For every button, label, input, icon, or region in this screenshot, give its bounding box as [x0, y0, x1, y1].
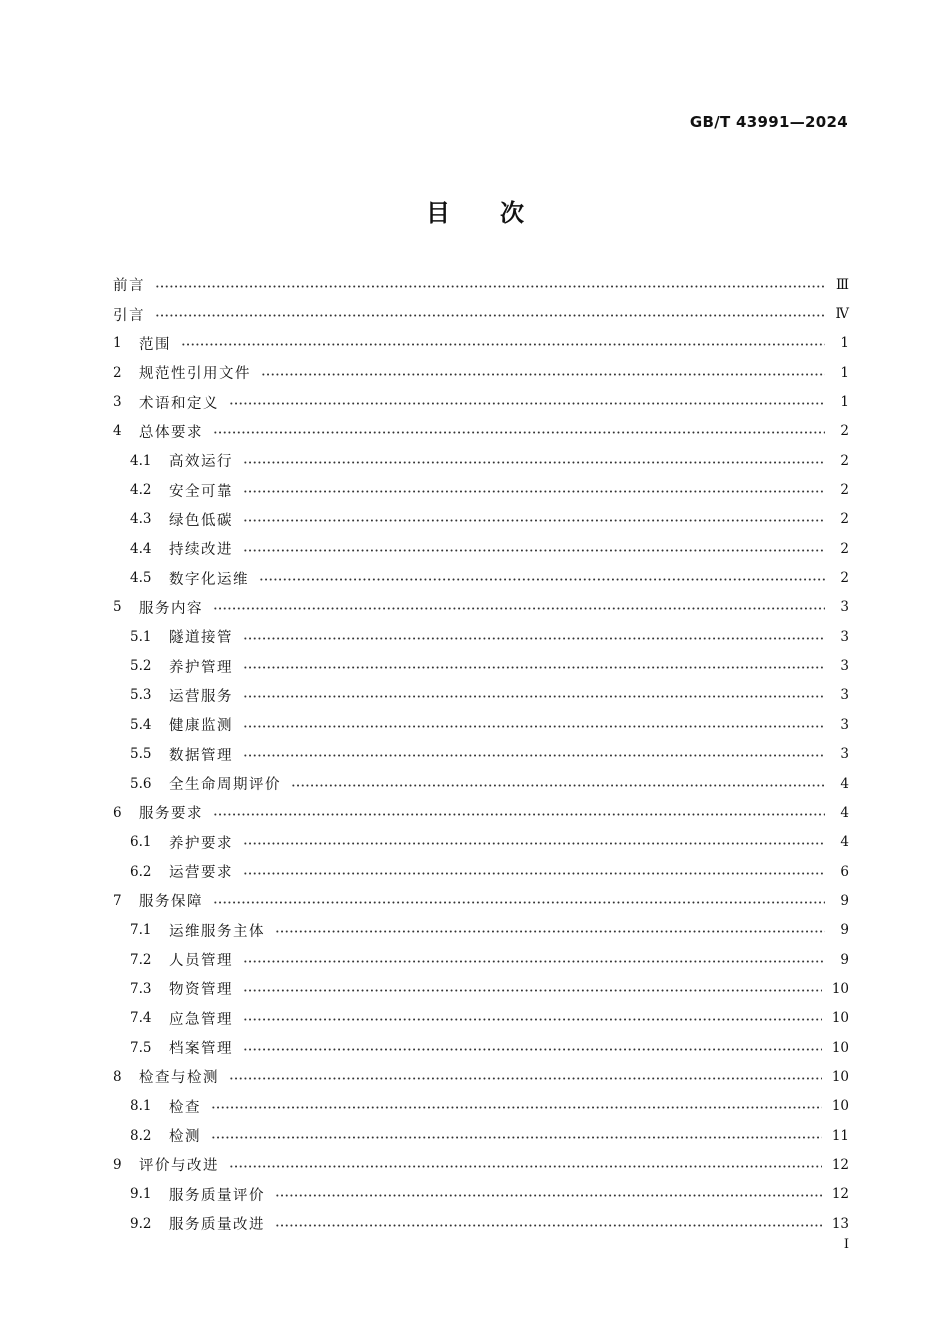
dot-leader: [291, 784, 825, 787]
toc-entry[interactable]: [113, 857, 849, 886]
toc-entry-label: 运营要求: [169, 865, 233, 882]
toc-entry[interactable]: [113, 299, 849, 328]
toc-entry-label: 评价与改进: [139, 1158, 219, 1175]
toc-entry-page: 9: [840, 892, 849, 909]
toc-entry-page: 3: [840, 599, 849, 616]
toc-entry-number: 7.4: [130, 1010, 152, 1027]
toc-entry-page: 2: [840, 452, 849, 469]
dot-leader: [243, 519, 825, 522]
toc-entry-number: 4.5: [130, 570, 152, 587]
toc-entry-label: 应急管理: [169, 1011, 233, 1028]
toc-entry-page: 12: [831, 1186, 849, 1203]
toc-entry-label: 运维服务主体: [169, 923, 265, 940]
toc-entry[interactable]: [113, 1092, 849, 1121]
toc-entry[interactable]: [113, 886, 849, 915]
toc-entry-page: 1: [840, 394, 849, 411]
toc-entry-number: 4.2: [130, 482, 152, 499]
dot-leader: [155, 314, 825, 317]
toc-entry-number: 7.5: [130, 1039, 152, 1056]
toc-entry[interactable]: [113, 387, 849, 416]
toc-entry[interactable]: [113, 593, 849, 622]
dot-leader: [229, 402, 825, 405]
toc-entry-page: 10: [831, 1068, 849, 1085]
toc-entry-label: 持续改进: [169, 542, 233, 559]
dot-leader: [243, 1018, 822, 1021]
toc-entry[interactable]: [113, 1004, 849, 1033]
toc-entry[interactable]: [113, 798, 849, 827]
toc-entry-number: 6: [113, 804, 122, 821]
dot-leader: [275, 1224, 822, 1227]
toc-entry-number: 6.2: [130, 863, 152, 880]
toc-entry-page: Ⅲ: [835, 276, 849, 293]
toc-entry-label: 引言: [113, 307, 145, 324]
toc-entry[interactable]: [113, 475, 849, 504]
toc-entry-page: 3: [840, 746, 849, 763]
toc-entry-label: 服务内容: [139, 600, 203, 617]
dot-leader: [211, 1106, 822, 1109]
toc-entry-number: 8.2: [130, 1127, 152, 1144]
toc-entry[interactable]: [113, 1150, 849, 1179]
dot-leader: [243, 637, 825, 640]
toc-entry-number: 1: [113, 335, 122, 352]
toc-entry[interactable]: [113, 740, 849, 769]
toc-entry-page: 10: [831, 1039, 849, 1056]
toc-entry[interactable]: [113, 446, 849, 475]
dot-leader: [243, 695, 825, 698]
toc-entry-label: 全生命周期评价: [169, 777, 281, 794]
dot-leader: [243, 989, 822, 992]
toc-entry-page: 2: [840, 511, 849, 528]
standard-number: GB/T 43991—2024: [689, 113, 848, 131]
toc-entry[interactable]: [113, 505, 849, 534]
toc-entry[interactable]: [113, 945, 849, 974]
dot-leader: [243, 754, 825, 757]
dot-leader: [243, 872, 825, 875]
toc-entry-page: 6: [840, 863, 849, 880]
toc-entry-number: 4: [113, 423, 122, 440]
toc-entry[interactable]: [113, 769, 849, 798]
toc-entry[interactable]: [113, 974, 849, 1003]
dot-leader: [243, 549, 825, 552]
toc-entry[interactable]: [113, 358, 849, 387]
toc-entry-number: 7.1: [130, 922, 152, 939]
toc-entry-label: 人员管理: [169, 953, 233, 970]
dot-leader: [181, 343, 825, 346]
toc-entry-number: 5.2: [130, 658, 152, 675]
toc-entry-label: 养护管理: [169, 659, 233, 676]
toc-entry-page: 9: [840, 922, 849, 939]
toc-entry-page: 9: [840, 951, 849, 968]
dot-leader: [213, 607, 825, 610]
dot-leader: [275, 1194, 822, 1197]
toc-entry-number: 4.4: [130, 540, 152, 557]
dot-leader: [211, 1136, 822, 1139]
toc-entry-number: 2: [113, 364, 122, 381]
toc-entry[interactable]: [113, 681, 849, 710]
toc-entry-number: 9.1: [130, 1186, 152, 1203]
toc-entry-page: 2: [840, 540, 849, 557]
toc-entry-number: 5.1: [130, 628, 152, 645]
toc-entry-label: 绿色低碳: [169, 512, 233, 529]
toc-entry-label: 高效运行: [169, 454, 233, 471]
table-of-contents: [113, 270, 849, 1238]
toc-entry-number: 9.2: [130, 1215, 152, 1232]
toc-entry-label: 数据管理: [169, 747, 233, 764]
toc-entry-page: 3: [840, 628, 849, 645]
toc-entry-label: 总体要求: [139, 424, 203, 441]
toc-entry-label: 规范性引用文件: [139, 366, 251, 383]
toc-entry-number: 5.3: [130, 687, 152, 704]
toc-entry-number: 7: [113, 892, 122, 909]
toc-entry-number: 5.5: [130, 746, 152, 763]
toc-entry[interactable]: [113, 1121, 849, 1150]
toc-entry-label: 安全可靠: [169, 483, 233, 500]
toc-entry-page: 2: [840, 570, 849, 587]
toc-entry-page: 4: [840, 834, 849, 851]
dot-leader: [229, 1165, 822, 1168]
page-number: I: [843, 1237, 849, 1252]
toc-entry-label: 养护要求: [169, 835, 233, 852]
toc-entry-number: 4.1: [130, 452, 152, 469]
dot-leader: [229, 1077, 822, 1080]
toc-entry-page: 11: [831, 1127, 849, 1144]
toc-entry-page: 3: [840, 687, 849, 704]
toc-entry-label: 运营服务: [169, 688, 233, 705]
toc-entry-label: 隧道接管: [169, 630, 233, 647]
toc-entry[interactable]: [113, 651, 849, 680]
toc-entry-number: 6.1: [130, 834, 152, 851]
toc-entry-number: 5.6: [130, 775, 152, 792]
toc-entry-page: 4: [840, 804, 849, 821]
toc-entry-label: 服务质量评价: [169, 1187, 265, 1204]
toc-entry-number: 5: [113, 599, 122, 616]
toc-entry-label: 检查: [169, 1099, 201, 1116]
dot-leader: [213, 813, 825, 816]
toc-entry[interactable]: [113, 417, 849, 446]
dot-leader: [243, 842, 825, 845]
toc-entry-label: 档案管理: [169, 1041, 233, 1058]
toc-entry-page: 13: [831, 1215, 849, 1232]
toc-entry[interactable]: [113, 1180, 849, 1209]
toc-entry-label: 服务保障: [139, 894, 203, 911]
toc-entry-page: Ⅳ: [835, 306, 849, 323]
toc-entry-page: 3: [840, 716, 849, 733]
dot-leader: [243, 960, 825, 963]
toc-entry-label: 服务要求: [139, 806, 203, 823]
toc-entry[interactable]: [113, 1209, 849, 1238]
toc-entry-page: 10: [831, 1098, 849, 1115]
toc-entry[interactable]: [113, 329, 849, 358]
page-title: 目次: [426, 199, 574, 227]
toc-entry-label: 检测: [169, 1129, 201, 1146]
dot-leader: [243, 725, 825, 728]
toc-entry-number: 8.1: [130, 1098, 152, 1115]
toc-entry-page: 10: [831, 1010, 849, 1027]
dot-leader: [259, 578, 825, 581]
toc-entry[interactable]: [113, 622, 849, 651]
toc-entry[interactable]: [113, 828, 849, 857]
toc-entry-page: 3: [840, 658, 849, 675]
toc-entry[interactable]: [113, 534, 849, 563]
toc-entry[interactable]: [113, 563, 849, 592]
toc-entry-number: 7.3: [130, 980, 152, 997]
toc-entry-number: 9: [113, 1156, 122, 1173]
toc-entry-label: 服务质量改进: [169, 1217, 265, 1234]
toc-entry-number: 7.2: [130, 951, 152, 968]
toc-entry-page: 2: [840, 423, 849, 440]
toc-entry-label: 健康监测: [169, 718, 233, 735]
dot-leader: [275, 930, 825, 933]
dot-leader: [213, 901, 825, 904]
toc-entry-page: 12: [831, 1156, 849, 1173]
dot-leader: [155, 285, 825, 288]
toc-entry[interactable]: [113, 916, 849, 945]
toc-entry-page: 10: [831, 980, 849, 997]
toc-entry[interactable]: [113, 1062, 849, 1091]
dot-leader: [243, 1048, 822, 1051]
toc-entry-label: 检查与检测: [139, 1070, 219, 1087]
toc-entry[interactable]: [113, 270, 849, 299]
toc-entry-number: 3: [113, 394, 122, 411]
toc-entry-number: 5.4: [130, 716, 152, 733]
toc-entry-number: 8: [113, 1068, 122, 1085]
toc-entry-page: 2: [840, 482, 849, 499]
dot-leader: [243, 666, 825, 669]
toc-entry-page: 1: [840, 335, 849, 352]
toc-entry-label: 物资管理: [169, 982, 233, 999]
dot-leader: [243, 461, 825, 464]
toc-entry-label: 范围: [139, 336, 171, 353]
toc-entry[interactable]: [113, 1033, 849, 1062]
toc-entry-page: 1: [840, 364, 849, 381]
toc-entry-page: 4: [840, 775, 849, 792]
dot-leader: [243, 490, 825, 493]
dot-leader: [213, 431, 825, 434]
toc-entry[interactable]: [113, 710, 849, 739]
toc-entry-label: 数字化运维: [169, 571, 249, 588]
dot-leader: [261, 373, 825, 376]
toc-entry-label: 术语和定义: [139, 395, 219, 412]
toc-entry-number: 4.3: [130, 511, 152, 528]
toc-entry-label: 前言: [113, 278, 145, 295]
